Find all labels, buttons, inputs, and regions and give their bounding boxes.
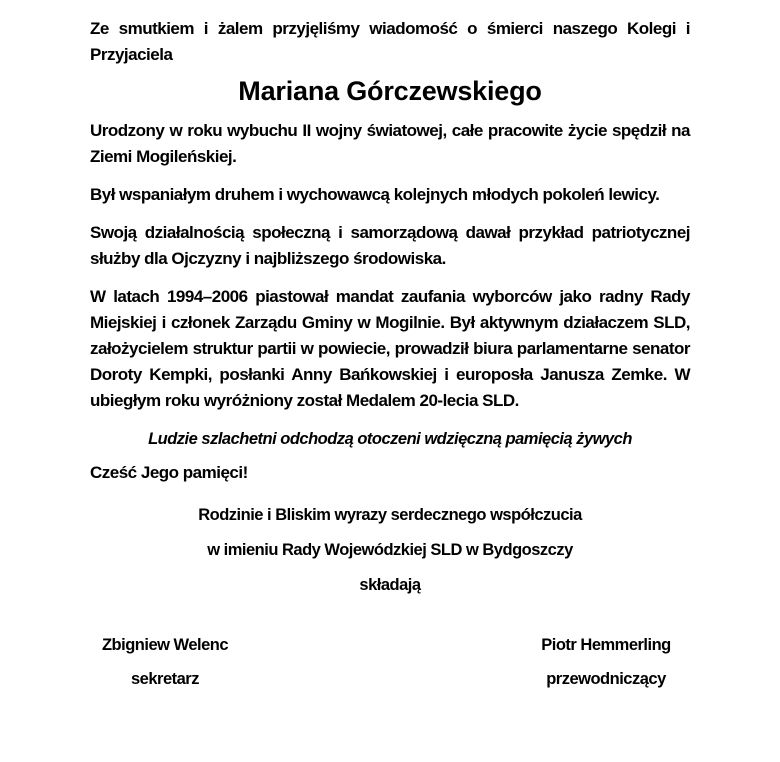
- biography-paragraph-4: W latach 1994–2006 piastował mandat zaufania wyborców jako radny Rady Miejskiej i członek Zarządu Gminy w Mogilnie. Był aktywnym działaczem SLD, założycielem struktur partii w powiecie, prowadził biura parlamentarne senator Doroty Kempki, posłanki Anny Bańkowskiej i europosła Janusza Zemke. W ubiegłym roku wyróżniony został Medalem 20-lecia SLD.: [90, 287, 690, 410]
- condolence-line-1: Rodzinie i Bliskim wyrazy serdecznego współczucia: [198, 506, 582, 524]
- biography-paragraph-3: Swoją działalnością społeczną i samorządową dawał przykład patriotycznej służby dla Ojczyzny i najbliższego środowiska.: [90, 223, 690, 268]
- intro-text: Ze smutkiem i żalem przyjęliśmy wiadomość o śmierci naszego Kolegi i Przyjaciela: [90, 19, 690, 64]
- condolence-line-3: składają: [359, 576, 421, 594]
- signatory-title-secretary: sekretarz: [131, 670, 199, 688]
- biography-paragraph-2: Był wspaniałym druhem i wychowawcą kolejnych młodych pokoleń lewicy.: [90, 185, 660, 204]
- epitaph-quote: Ludzie szlachetni odchodzą otoczeni wdzięczną pamięcią żywych: [148, 430, 632, 448]
- signatory-name-chairman: Piotr Hemmerling: [541, 636, 671, 654]
- signature-chairman: [526, 632, 686, 692]
- deceased-name-heading: Mariana Górczewskiego: [238, 76, 542, 106]
- signatory-title-chairman: przewodniczący: [546, 670, 666, 688]
- signature-block: [90, 632, 690, 692]
- tribute-line: Cześć Jego pamięci!: [90, 463, 248, 482]
- signature-secretary: [90, 632, 240, 692]
- signatory-name-secretary: Zbigniew Welenc: [101, 636, 229, 654]
- condolence-line-2: w imieniu Rady Wojewódzkiej SLD w Bydgoszczy: [207, 541, 573, 559]
- biography-paragraph-1: Urodzony w roku wybuchu II wojny światowej, całe pracowite życie spędził na Ziemi Mogileńskiej.: [90, 121, 690, 166]
